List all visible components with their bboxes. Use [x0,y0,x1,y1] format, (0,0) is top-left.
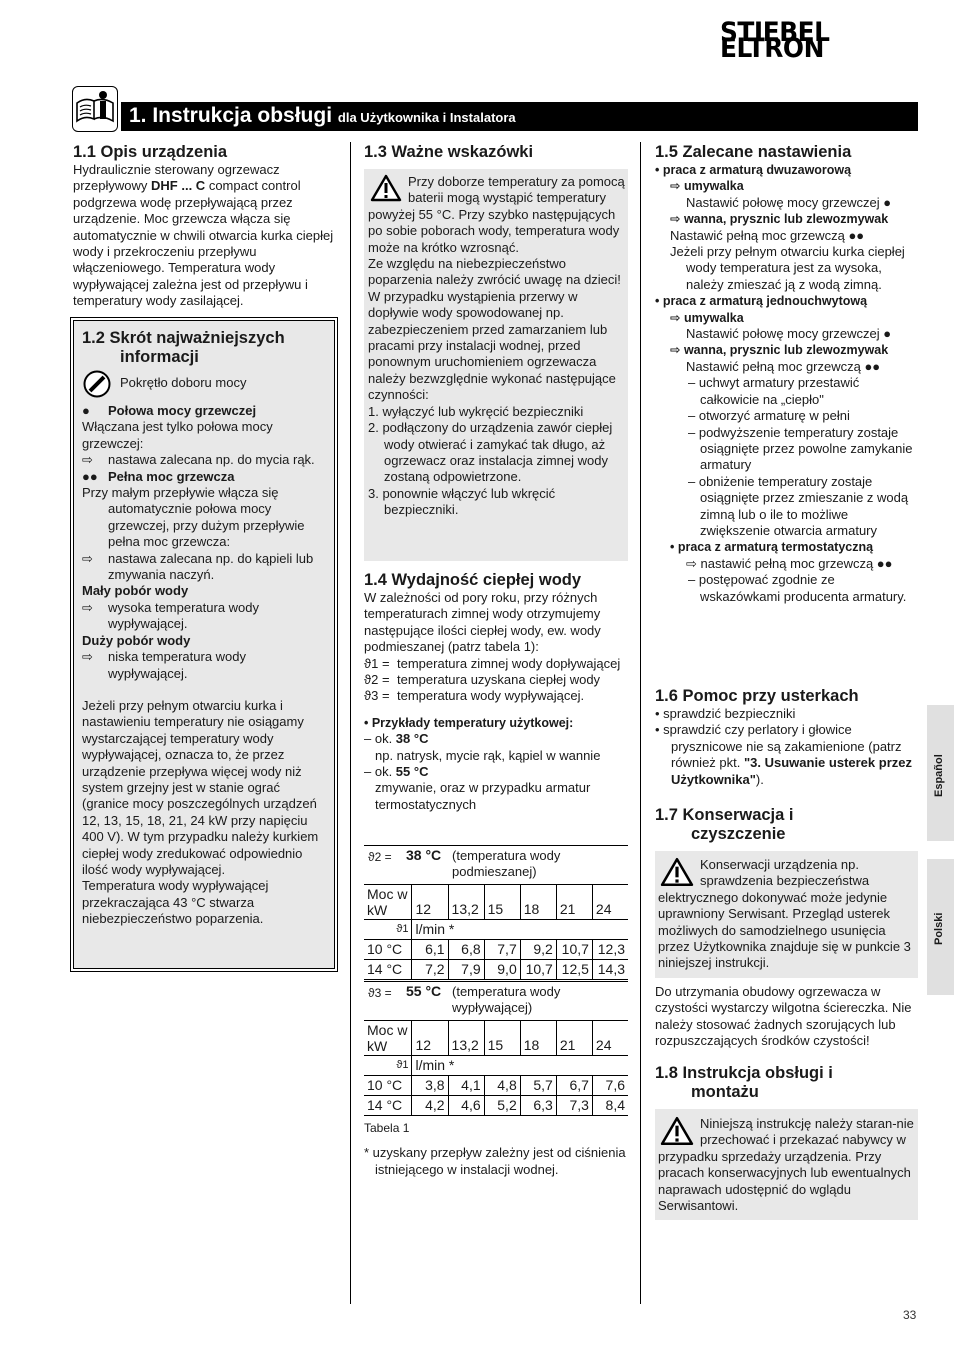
mode-title: • praca z armaturą jednouchwytową [655,294,868,309]
table-cell: 13,2 [448,1021,484,1056]
heading-1-8 [655,1064,918,1102]
text: temperatura uzyskana ciepłej wody [397,672,601,688]
table-cell: 12 [412,885,448,920]
setting-text: Nastawić połowę mocy grzewczej ● [686,326,892,342]
section-header-bar [121,102,918,131]
table-row [364,1056,628,1076]
table-cell: 4,8 [484,1076,520,1096]
section-1-1 [73,143,337,310]
paragraph: Temperatura wody wypływającej przekraczająca 43 °C stwarza niebezpieczeństwo poparzenia. [82,878,269,927]
language-tab-polski[interactable] [927,859,954,995]
heading-1-6: 1.6 Pomoc przy usterkach [655,687,859,705]
small-draw-title: Mały pobór wody [82,583,189,599]
table-cell: Moc w kW [364,885,412,920]
maintenance-warning-box [655,851,918,978]
language-tab-espanol[interactable] [927,705,954,841]
heading-line: montażu [691,1083,759,1101]
symbol: ϑ1 = [364,655,390,671]
text: nastawa zalecana np. do kąpieli lub zmywania naczyń. [108,550,314,583]
table-row [364,1096,628,1116]
paragraph: Jeżeli przy pełnym otwarciu kurka i nastawieniu temperatury nie osiągamy wystarczającej temperatury wody wypływającej, oznacza to, że przez urządzenie przepływa więcej wody niż system grzejny jest w stanie ograć (granice mocy poszczególnych urządzeń 12, 13, 15, 18, 21, 24 kW przy napięciu 400 V). W tym przypadku należy kurkiem ciepłej wody zredukować odpowiednio ilość wody wypływającej. [82,697,319,877]
table-row [364,885,628,920]
power-knob-icon [82,369,112,399]
heading-line: 1.2 Skrót najważniejszych [82,329,285,347]
table-row [364,940,628,960]
text: – ok. [364,731,396,747]
half-power-title [82,403,328,419]
example-note: np. natrysk, mycie rąk, kąpiel w wannie [375,747,601,763]
setting-text: Nastawić połowę mocy grzewczej ● [686,194,892,210]
symbol: ϑ2 = [364,672,390,688]
heading-1-1: 1.1 Opis urządzenia [73,143,228,161]
arrow-icon: ⇨ [82,649,93,665]
table-cell: ϑ1 [364,920,412,940]
table-cell: 14 °C [364,1096,412,1116]
table-55c [364,981,628,1178]
heading-line: 1.8 Instrukcja obsługi i [655,1064,833,1082]
symbol: ϑ3 = [364,688,390,704]
text: Pełna moc grzewcza [108,468,235,484]
symbol: ϑ3 = [368,986,392,1000]
table-cell: 10,7 [556,940,592,960]
table-cell: l/min * [412,920,628,940]
arrow-icon: ⇨ [82,599,93,615]
examples-title: • Przykłady temperatury użytkowej: [364,715,574,730]
table-cell: 15 [484,885,520,920]
column-divider [640,142,641,1304]
footnote: * uzyskany przepływ zależny jest od ciśnienia istniejącego w instalacji wodnej. [364,1145,626,1177]
heading-1-3: 1.3 Ważne wskazówki [364,143,534,161]
table-cell: 12 [412,1021,448,1056]
note: (temperatura wody podmieszanej) [452,848,561,880]
step-item: 1. wyłączyć lub wykręcić bezpieczniki [368,403,584,419]
paragraph: Do utrzymania obudowy ogrzewacza w czystości wystarczy wilgotna ściereczka. Nie należy stosować żadnych szorujących lub rozpuszczających środków czystości! [655,983,912,1049]
warning-icon [660,857,694,887]
table-cell: 4,6 [448,1096,484,1116]
table-cell: 7,3 [556,1096,592,1116]
table-cell: 7,7 [484,940,520,960]
table-cell: 6,1 [412,940,448,960]
table-cell: Moc w kW [364,1021,412,1056]
temperature: 38 °C [406,847,442,863]
table-row [364,920,628,940]
table-row [364,1021,628,1056]
text: temperatura zimnej wody dopływającej [397,655,621,671]
table-cell: l/min * [412,1056,628,1076]
setting-text: Nastawić pełną moc grzewczą ●● [686,358,881,374]
table-row [364,960,628,980]
use-title: ⇨ wanna, prysznic lub zlewozmywak [670,212,889,227]
example [364,731,628,747]
table-cell: 9,0 [484,960,520,980]
text: compact control podgrzewa wodę przepływającą przez urządzenie. Moc grzewcza włącza się automatycznie w chwili otwarcia kurka ciepłej wody i przekroczeniu przepływu włączeniowego. Temperatura wody wypływającej zależna jest od przepływu i temperatury wody zasilającej. [73,178,334,309]
text: • sprawdzić czy perlatory i głowice prysznicowe nie są zakamienione (patrz również pkt. [655,722,902,771]
table-cell: 7,9 [448,960,484,980]
table-cell: ϑ1 [364,1056,412,1076]
table-38c [364,845,628,980]
section-1-7 [655,806,918,1049]
page-number: 33 [903,1308,917,1322]
table-cell: 4,2 [412,1096,448,1116]
table-cell: 5,2 [484,1096,520,1116]
table-header [364,845,628,885]
big-draw-item [82,649,328,682]
warning-icon [370,174,402,202]
table-cell: 10 °C [364,940,412,960]
use-title: ⇨ umywalka [670,179,744,194]
section-1-4 [364,571,628,813]
page-title: 1. Instrukcja obsługi [129,104,333,127]
table-cell: 10 °C [364,1076,412,1096]
list-item: • sprawdzić bezpieczniki [655,706,796,721]
definition [364,672,628,688]
table-cell: 18 [520,1021,556,1056]
table-cell: 7,6 [592,1076,628,1096]
table-cell: 7,2 [412,960,448,980]
table-cell: 10,7 [520,960,556,980]
text: Połowa mocy grzewczej [108,403,257,418]
table-cell: 6,7 [556,1076,592,1096]
table-cell: 18 [520,885,556,920]
section-1-5 [655,143,918,605]
warning-text: Niniejszą instrukcję należy staran-nie przechować i przekazać nabywcy w przypadku sprzedaży urządzenia. Przy pracach konserwacyjnych lub ewentualnych naprawach udostępnić do wglądu Serwisantowi. [658,1116,914,1214]
heading-line: 1.7 Konserwacja i [655,806,794,824]
heading-1-7 [655,806,918,844]
tab-label: Polski [933,912,945,945]
list-item [655,722,918,788]
use-title: ⇨ umywalka [670,310,744,325]
use-title: ⇨ wanna, prysznic lub zlewozmywak [670,343,889,358]
table-cell: 3,8 [412,1076,448,1096]
table-cell: 14,3 [592,960,628,980]
warning-icon [660,1116,694,1146]
half-power-text: Włączana jest tylko połowa mocy grzewczej: [82,419,273,451]
table-cell: 24 [592,1021,628,1056]
arrow-icon: ⇨ [82,550,93,566]
text: wysoka temperatura wody wypływającej. [108,599,260,632]
reference: "3. Usuwanie usterek przez Użytkownika" [671,755,912,787]
full-power-item [82,551,328,584]
table-cell: 12,3 [592,940,628,960]
flow-table [364,885,628,980]
warning-text: W przypadku wystąpienia przerwy w dopływie wody spowodowanej np. zabezpieczeniem przed zamarzaniem lub pracami przy instalacji wodnej, przed ponownym uruchomieniem ogrzewacza należy bezwzględnie wykonać następujące czynności: [368,288,616,403]
warning-text: Konserwacji urządzenia np. sprawdzenia bezpieczeństwa elektrycznego dokonywać może jedynie uprawniony Serwisant. Przegląd usterek możliwych do samodzielnego usunięcia przez Użytkownika znajduje się w punkcie 3 niniejszej instrukcji. [658,857,911,971]
heading-1-2 [82,329,328,367]
warning-text: Przy doborze temperatury za pomocą baterii mogą wystąpić temperatury powyżej 55 °C. Przy szybko następujących po sobie poborach wody, temperatura wody może na krótko wzrosnąć. [368,174,625,255]
table-cell: 13,2 [448,885,484,920]
text: nastawa zalecana np. do mycia rąk. [108,452,315,468]
column-divider [350,142,351,1304]
table-cell: 14 °C [364,960,412,980]
half-power-item [82,452,328,468]
table-row [364,1076,628,1096]
text: ). [755,771,764,787]
full-power-title [82,469,328,485]
mode-title: • praca z armaturą dwuzaworową [655,163,852,177]
definition [364,688,628,704]
text: niska temperatura wody wypływającej. [108,649,247,681]
definition [364,656,628,672]
table-cell: 9,2 [520,940,556,960]
table-header [364,981,628,1021]
manual-warning-box [655,1109,918,1220]
page-subtitle: dla Użytkownika i Instalatora [337,110,516,125]
text: – ok. [364,764,396,780]
knob-label: Pokrętło doboru mocy [120,375,247,390]
table-cell: 8,4 [592,1096,628,1116]
table-cell: 21 [556,1021,592,1056]
symbol: ϑ2 = [368,850,392,864]
double-dot-symbol: ●● [82,468,98,484]
step-item: – postępować zgodnie ze wskazówkami producenta armatury. [688,572,907,604]
dot-symbol: ● [82,403,90,418]
mode-title: • praca z armaturą termostatyczną [670,540,874,555]
table-cell: 6,8 [448,940,484,960]
section-1-6 [655,687,918,788]
small-draw-item [82,600,328,633]
brand-logo: STIEBEL ELTRON [720,17,830,65]
setting-text: Nastawić pełną moc grzewczą ●● [670,227,865,243]
table-cell: 24 [592,885,628,920]
heading-line: czyszczenie [691,825,786,843]
setting-note: Jeżeli przy pełnym otwarciu kurka ciepłej wody temperatura jest za wysoka, należy zmieszać ją z wodą zimną. [670,244,905,292]
temperature: 55 °C [395,764,429,780]
model-name: DHF ... C [151,178,206,194]
flow-table [364,1021,628,1116]
heading-1-5: 1.5 Zalecane nastawienia [655,143,852,161]
full-power-text: Przy małym przepływie włącza się automatycznie połowa mocy grzewczej, przy dużym przepływie pełna moc grzewcza: [82,485,305,550]
heading-line: informacji [120,348,199,366]
step-item: 3. ponownie włączyć lub wkręcić bezpieczniki. [368,485,556,518]
table-cell: 6,3 [520,1096,556,1116]
table-cell: 12,5 [556,960,592,980]
table-caption: Tabela 1 [364,1121,410,1135]
section-1-3 [364,143,628,561]
step-item: – otworzyć armaturę w pełni [688,408,850,424]
temperature: 38 °C [395,731,429,747]
tab-label: Español [933,754,945,797]
step-item: – uchwyt armatury przestawić całkowicie na „ciepło" [688,375,860,407]
arrow-icon: ⇨ [82,452,93,468]
knob-row [82,371,328,401]
table-cell: 15 [484,1021,520,1056]
text: Hydraulicznie sterowany ogrzewacz przepływowy [73,162,280,194]
safety-warning-box [364,169,628,561]
user-manual-icon [72,86,118,132]
text: temperatura wody wypływającej. [397,688,585,704]
step-item: – obniżenie temperatury zostaje osiągnięte przez zmieszanie z wodą zimną lub o ile to możliwe zwiększenie otwarcia armatury [688,473,909,538]
table-cell: 5,7 [520,1076,556,1096]
step-item: 2. podłączony do urządzenia zawór ciepłej wody otwierać i zamykać tak długo, aż ogrzewacz oraz instalacja zimnej wody zostaną odpowietrzone. [368,420,613,485]
temperature: 55 °C [406,983,442,999]
heading-1-4: 1.4 Wydajność ciepłej wody [364,571,582,589]
table-cell: 21 [556,885,592,920]
step-item: – podwyższenie temperatury zostaje osiągnięte przez powolne zamykanie armatury [688,424,913,473]
table-cell: 4,1 [448,1076,484,1096]
section-1-8 [655,1064,918,1220]
big-draw-title: Duży pobór wody [82,632,191,648]
example [364,764,628,780]
paragraph: W zależności od pory roku, przy różnych temperaturach zimnej wody otrzymujemy następujące ilości ciepłej wody, ew. wody podmieszanej (patrz tabela 1): [364,590,601,655]
example-note: zmywanie, oraz w przypadku armatur termostatycznych [375,780,591,812]
setting-text: ⇨ nastawić pełną moc grzewczą ●● [686,555,893,571]
warning-text: Ze względu na niebezpieczeństwo poparzenia należy zwrócić uwagę na dzieci! [368,256,621,288]
paragraph [73,162,337,310]
quick-reference-box [73,320,335,969]
note: (temperatura wody wypływającej) [452,984,561,1016]
